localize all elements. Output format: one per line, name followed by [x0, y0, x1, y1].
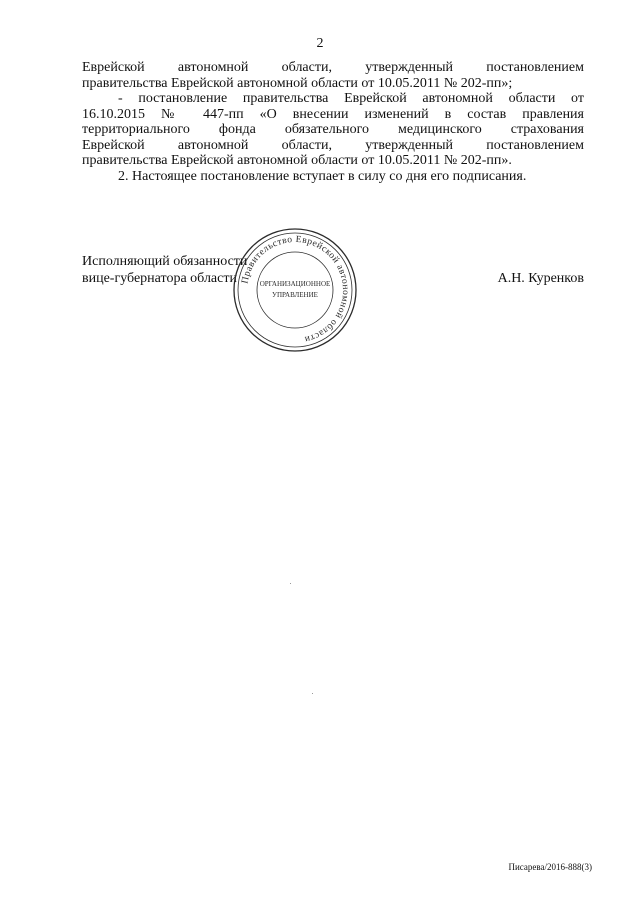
seal-outer-text: Правительство Еврейской автономной области [240, 234, 351, 345]
page-number: 2 [316, 36, 324, 51]
list-item-line-1: - постановление правительства Еврейской автономной области от [118, 91, 584, 106]
scan-speck [290, 583, 291, 584]
effective-clause: 2. Настоящее постановление вступает в силу со дня его подписания. [118, 168, 527, 184]
signatory-title-line-1: Исполняющий обязанности [82, 254, 248, 269]
scan-speck [312, 693, 313, 694]
list-item-line-3: территориального фонда обязательного медицинского страхования [82, 122, 584, 137]
list-item-line-2: 16.10.2015 № 447-пп «О внесении изменений в состав правления [82, 106, 584, 122]
paragraph-continuation-line-2: правительства Еврейской автономной области от 10.05.2011 № 202-пп»; [82, 75, 513, 91]
list-item-line-4: Еврейской автономной области, утвержденный постановлением [82, 137, 584, 153]
official-seal [230, 225, 360, 355]
footer-code: Писарева/2016-888(3) [508, 862, 592, 872]
seal-inner-line-1: ОРГАНИЗАЦИОННОЕ [259, 280, 331, 288]
paragraph-continuation-line-1: Еврейской автономной области, утвержденный постановлением [82, 60, 584, 75]
signatory-title-line-2: вице-губернатора области [82, 271, 237, 286]
seal-inner-line-2: УПРАВЛЕНИЕ [272, 291, 318, 299]
signatory-name: А.Н. Куренков [497, 271, 584, 286]
list-item-line-5: правительства Еврейской автономной области от 10.05.2011 № 202-пп». [82, 153, 512, 168]
document-body [82, 60, 584, 184]
